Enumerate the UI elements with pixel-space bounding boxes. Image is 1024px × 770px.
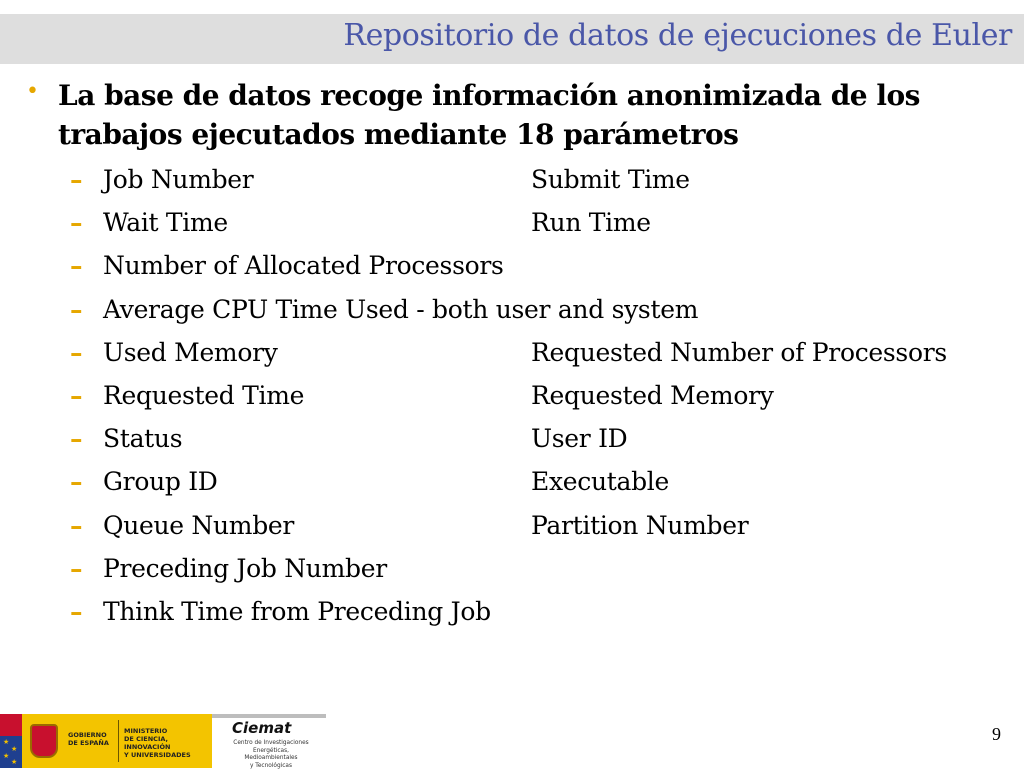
footer-divider (212, 714, 326, 718)
parameter-name: Number of Allocated Processors (103, 244, 504, 287)
parameter-name: Queue Number (103, 504, 294, 547)
ciemat-subtitle (226, 740, 316, 770)
list-item (70, 590, 1010, 633)
eu-flag-icon: ★ ★ ★ ★ (0, 736, 22, 768)
gov-line-1: GOBIERNO (68, 731, 109, 739)
dash-icon: – (70, 158, 82, 201)
dash-icon: – (70, 331, 82, 374)
list-item (70, 374, 1010, 417)
government-label (68, 731, 109, 747)
list-item (70, 201, 1010, 244)
bullet-dot-icon: • (26, 79, 39, 104)
parameter-name-second: Submit Time (531, 158, 690, 201)
list-item (70, 288, 1010, 331)
government-logo (22, 714, 212, 768)
parameter-name: Preceding Job Number (103, 547, 387, 590)
ministry-label (124, 727, 212, 759)
parameter-name: Job Number (103, 158, 253, 201)
dash-icon: – (70, 504, 82, 547)
ciemat-logo: Ciemat (232, 719, 291, 737)
ministry-line-3: Y UNIVERSIDADES (124, 751, 212, 759)
dash-icon: – (70, 201, 82, 244)
parameter-name-second: Run Time (531, 201, 651, 244)
coat-of-arms-icon (30, 724, 58, 758)
list-item (70, 547, 1010, 590)
dash-icon: – (70, 417, 82, 460)
parameter-name: Group ID (103, 460, 218, 503)
dash-icon: – (70, 288, 82, 331)
parameter-name: Think Time from Preceding Job (103, 590, 491, 633)
ciemat-sub-line-3: y Tecnológicas (226, 763, 316, 770)
page-number: 9 (992, 724, 1001, 745)
dash-icon: – (70, 460, 82, 503)
dash-icon: – (70, 547, 82, 590)
parameter-name: Average CPU Time Used - both user and system (103, 288, 698, 331)
parameter-name: Requested Time (103, 374, 304, 417)
list-item (70, 244, 1010, 287)
ministry-line-2: DE CIENCIA, INNOVACIÓN (124, 735, 212, 751)
list-item (70, 417, 1010, 460)
gov-line-2: DE ESPAÑA (68, 739, 109, 747)
parameter-name-second: Partition Number (531, 504, 748, 547)
title-bar (0, 14, 1024, 64)
parameter-name-second: Executable (531, 460, 669, 503)
list-item (70, 331, 1010, 374)
dash-icon: – (70, 374, 82, 417)
logo-divider (118, 720, 119, 762)
main-bullet-text: La base de datos recoge información anonimizada de los trabajos ejecutados mediante 18 parámetros (58, 76, 978, 154)
list-item (70, 460, 1010, 503)
parameter-name: Wait Time (103, 201, 228, 244)
ministry-line-1: MINISTERIO (124, 727, 212, 735)
list-item (70, 504, 1010, 547)
parameter-list (70, 158, 1010, 633)
dash-icon: – (70, 244, 82, 287)
parameter-name-second: Requested Memory (531, 374, 774, 417)
parameter-name-second: Requested Number of Processors (531, 331, 947, 374)
ciemat-sub-line-2: Energéticas, Medioambientales (226, 748, 316, 763)
parameter-name: Used Memory (103, 331, 278, 374)
list-item (70, 158, 1010, 201)
parameter-name-second: User ID (531, 417, 627, 460)
slide-title: Repositorio de datos de ejecuciones de Euler (343, 18, 1012, 53)
ciemat-sub-line-1: Centro de Investigaciones (226, 740, 316, 748)
parameter-name: Status (103, 417, 182, 460)
dash-icon: – (70, 590, 82, 633)
